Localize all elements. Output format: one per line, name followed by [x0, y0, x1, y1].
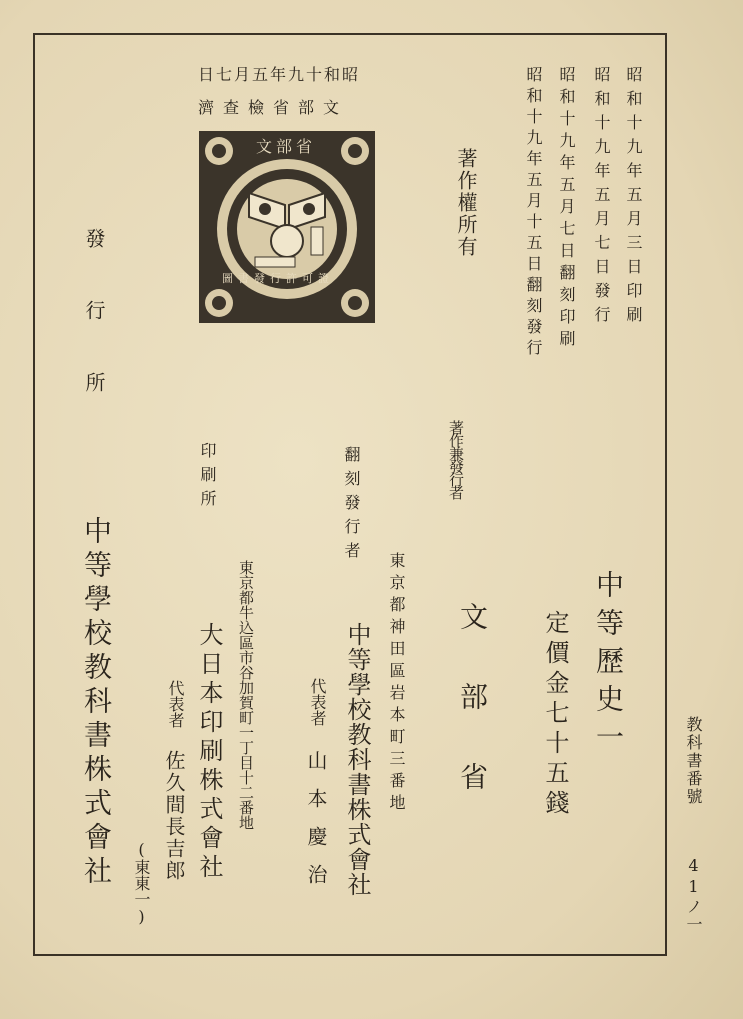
author-publisher-label-text: 著作兼發行者 — [447, 420, 465, 498]
printer-address: 東京都牛込區市谷加賀町一丁目十二番地 — [237, 560, 255, 830]
reprint-publisher-address: 東京都神田區岩本町三番地 — [387, 552, 406, 816]
textbook-number-label: 教科書番號 — [684, 716, 703, 806]
approval-label: 文部省檢查濟 — [198, 98, 349, 117]
reprint-date: 昭和十九年五月七日翻刻印刷 — [557, 66, 576, 352]
author-publisher-label — [446, 420, 467, 560]
approval-date: 昭和十九年五月七日 — [198, 65, 361, 84]
copyright-notice: 著作權所有 — [454, 148, 478, 258]
ministry-seal-icon — [199, 131, 375, 323]
printer-rep-name: 佐久間長吉郎 — [162, 750, 186, 882]
reprint-publisher-company: 中等學校教科書株式會社 — [343, 622, 371, 897]
printer-company: 大日本印刷株式會社 — [195, 622, 223, 883]
seal-top-text: 文部省 — [256, 137, 317, 156]
seal-ring-text: 圖書發行許可證 — [222, 272, 334, 285]
issuer-label: 發行所 — [82, 228, 106, 444]
reprint-rep-label: 代表者 — [308, 678, 327, 726]
print-date: 昭和十九年五月三日印刷 — [624, 66, 643, 330]
reissue-date: 昭和十九年五月十五日翻刻發行 — [524, 66, 543, 360]
book-price: 定價金七十五錢 — [541, 610, 569, 820]
book-title: 中等歷史一 — [592, 570, 625, 760]
reprint-rep-name: 山本慶治 — [304, 750, 328, 902]
printer-code: (東東一) — [132, 840, 151, 926]
issue-date: 昭和十九年五月七日發行 — [592, 66, 611, 330]
printer-label: 印刷所 — [198, 442, 217, 514]
author-name: 文部省 — [456, 602, 489, 842]
reprint-publisher-label: 翻刻發行者 — [342, 446, 361, 566]
issuer-company: 中等學校教科書株式會社 — [80, 516, 113, 890]
printer-rep-label: 代表者 — [166, 680, 185, 728]
textbook-number: 41ノ一 — [684, 856, 703, 934]
